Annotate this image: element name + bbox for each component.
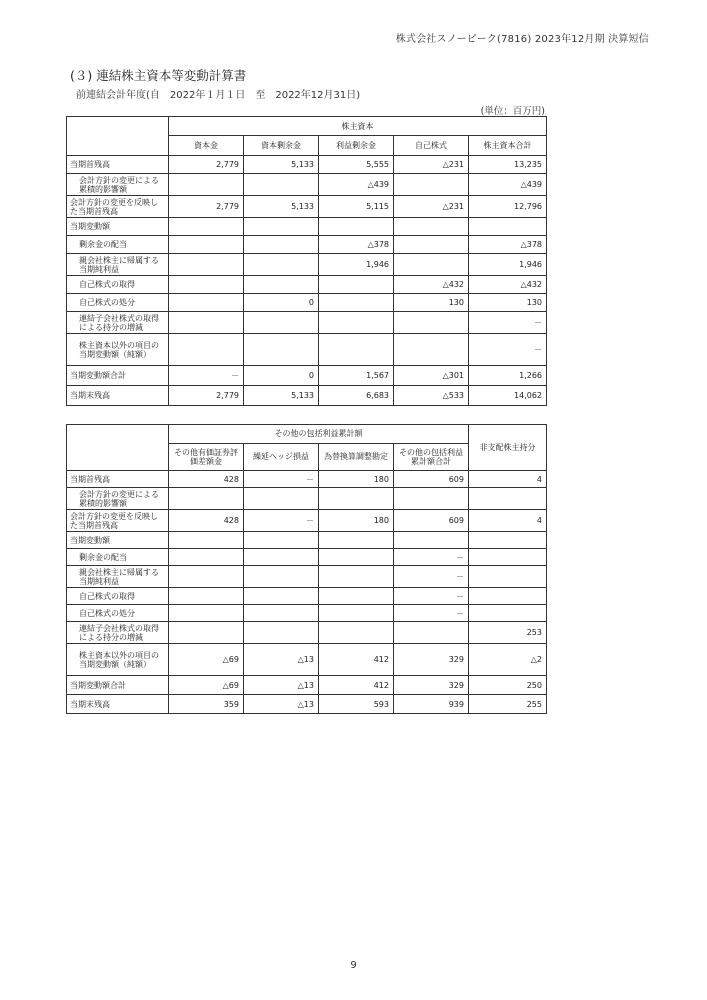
table2-value-cell xyxy=(244,566,319,588)
table1-row xyxy=(67,334,547,366)
table1-row-label: 連結子会社株式の取得による持分の増減 xyxy=(67,312,169,334)
table1-value-cell: － xyxy=(469,334,547,366)
table1-row xyxy=(67,276,547,294)
table2-row-label: 自己株式の取得 xyxy=(67,588,169,605)
table1-row-label: 自己株式の取得 xyxy=(67,276,169,294)
table1-value-cell xyxy=(244,312,319,334)
table2-value-cell: － xyxy=(394,588,469,605)
table1-value-cell xyxy=(394,236,469,254)
table2-row xyxy=(67,532,547,549)
table1-value-cell: 130 xyxy=(469,294,547,312)
table1-value-cell xyxy=(244,276,319,294)
table2-row-label: 株主資本以外の項目の当期変動額（純額） xyxy=(67,644,169,676)
table2-column-header: 繰延ヘッジ損益 xyxy=(244,443,319,470)
table1-value-cell: － xyxy=(169,366,244,386)
table1-value-cell xyxy=(394,174,469,196)
table2-row-label: 自己株式の処分 xyxy=(67,605,169,622)
table1-row xyxy=(67,294,547,312)
table1-value-cell: 12,796 xyxy=(469,196,547,218)
table1-row-label: 当期末残高 xyxy=(67,386,169,406)
table2-value-cell xyxy=(469,605,547,622)
table2-value-cell xyxy=(169,566,244,588)
table2-value-cell: △13 xyxy=(244,644,319,676)
table2-column-header: 為替換算調整勘定 xyxy=(319,443,394,470)
table1-row xyxy=(67,218,547,236)
table2-value-cell: 253 xyxy=(469,622,547,644)
table2-value-cell: 609 xyxy=(394,510,469,532)
table2-value-cell xyxy=(169,622,244,644)
table2-row xyxy=(67,622,547,644)
table2-value-cell: 939 xyxy=(394,695,469,714)
table1-value-cell: 0 xyxy=(244,294,319,312)
table1-value-cell: 2,779 xyxy=(169,196,244,218)
table2-value-cell xyxy=(169,488,244,510)
table1-value-cell: 1,266 xyxy=(469,366,547,386)
table2-value-cell: － xyxy=(394,566,469,588)
table1-value-cell xyxy=(169,276,244,294)
table2-header-group-row xyxy=(67,425,547,444)
table1-value-cell: 5,133 xyxy=(244,386,319,406)
table2-row xyxy=(67,588,547,605)
table2-row xyxy=(67,549,547,566)
table1-value-cell xyxy=(169,334,244,366)
table1-value-cell xyxy=(394,254,469,276)
table1-value-cell: △439 xyxy=(319,174,394,196)
table2-value-cell: 329 xyxy=(394,676,469,695)
table1-value-cell xyxy=(244,236,319,254)
table2-corner-cell xyxy=(67,425,169,471)
table2-value-cell xyxy=(319,605,394,622)
table1-value-cell: 130 xyxy=(394,294,469,312)
table2-value-cell xyxy=(244,488,319,510)
table2-value-cell xyxy=(319,549,394,566)
table1-value-cell: △301 xyxy=(394,366,469,386)
table1-row-label: 当期変動額 xyxy=(67,218,169,236)
table2-value-cell: △2 xyxy=(469,644,547,676)
table2-row-label: 会計方針の変更による累積的影響額 xyxy=(67,488,169,510)
table1-value-cell: 6,683 xyxy=(319,386,394,406)
table1-row xyxy=(67,386,547,406)
table1-column-header: 自己株式 xyxy=(394,136,469,156)
table2-row-label: 親会社株主に帰属する当期純利益 xyxy=(67,566,169,588)
table2-row-label: 当期変動額 xyxy=(67,532,169,549)
table2-value-cell: 412 xyxy=(319,676,394,695)
table2-value-cell: 359 xyxy=(169,695,244,714)
table2-value-cell: 593 xyxy=(319,695,394,714)
table2-row-label: 会計方針の変更を反映した当期首残高 xyxy=(67,510,169,532)
table1-value-cell xyxy=(244,218,319,236)
table1-value-cell: △378 xyxy=(469,236,547,254)
table1-value-cell: 2,779 xyxy=(169,386,244,406)
table1-value-cell xyxy=(319,218,394,236)
table2-row xyxy=(67,676,547,695)
table1-value-cell: 1,946 xyxy=(469,254,547,276)
table2-value-cell xyxy=(469,566,547,588)
table2-value-cell: 428 xyxy=(169,471,244,488)
table1-value-cell xyxy=(244,254,319,276)
table2-value-cell xyxy=(394,532,469,549)
table1-value-cell: 2,779 xyxy=(169,156,244,174)
table2-value-cell: 4 xyxy=(469,510,547,532)
table2-value-cell: △69 xyxy=(169,676,244,695)
table2-row xyxy=(67,695,547,714)
table2-value-cell xyxy=(244,532,319,549)
table1-row-label: 当期変動額合計 xyxy=(67,366,169,386)
table2-value-cell: 4 xyxy=(469,471,547,488)
table1-value-cell xyxy=(244,334,319,366)
table2-value-cell xyxy=(244,622,319,644)
table1-value-cell xyxy=(169,312,244,334)
table2-value-cell: 609 xyxy=(394,471,469,488)
table2-value-cell xyxy=(319,566,394,588)
table2-value-cell xyxy=(469,588,547,605)
table1-corner-cell xyxy=(67,117,169,156)
table1-row xyxy=(67,196,547,218)
table1-value-cell xyxy=(319,334,394,366)
table1-value-cell: 5,133 xyxy=(244,156,319,174)
table1-value-cell xyxy=(319,294,394,312)
table2-value-cell xyxy=(319,532,394,549)
table1-value-cell: 14,062 xyxy=(469,386,547,406)
table2-row-label: 当期末残高 xyxy=(67,695,169,714)
table2-row-label: 当期首残高 xyxy=(67,471,169,488)
table2-value-cell xyxy=(169,605,244,622)
table1-value-cell: 5,133 xyxy=(244,196,319,218)
table1-row xyxy=(67,174,547,196)
table2-value-cell: 428 xyxy=(169,510,244,532)
table2-row xyxy=(67,471,547,488)
table2-value-cell xyxy=(469,532,547,549)
table2-value-cell: △13 xyxy=(244,676,319,695)
table2-value-cell xyxy=(319,622,394,644)
table2-row-label: 当期変動額合計 xyxy=(67,676,169,695)
table2-column-header: 非支配株主持分 xyxy=(469,425,547,471)
table1-value-cell: 0 xyxy=(244,366,319,386)
table1-value-cell: 1,946 xyxy=(319,254,394,276)
table1-row-label: 会計方針の変更による累積的影響額 xyxy=(67,174,169,196)
table2-value-cell xyxy=(469,549,547,566)
table2-column-header: その他有価証券評価差額金 xyxy=(169,443,244,470)
table1-value-cell: △432 xyxy=(469,276,547,294)
table2-value-cell: 180 xyxy=(319,471,394,488)
table1-row-label: 剰余金の配当 xyxy=(67,236,169,254)
table1-value-cell: △533 xyxy=(394,386,469,406)
table2-value-cell xyxy=(319,488,394,510)
table2-value-cell: △69 xyxy=(169,644,244,676)
table2-row xyxy=(67,510,547,532)
table1-value-cell xyxy=(169,218,244,236)
table1-value-cell: 5,115 xyxy=(319,196,394,218)
table1-row-label: 自己株式の処分 xyxy=(67,294,169,312)
table1-column-header: 株主資本合計 xyxy=(469,136,547,156)
table2-row-label: 連結子会社株式の取得による持分の増減 xyxy=(67,622,169,644)
table2-value-cell: 255 xyxy=(469,695,547,714)
table1-value-cell xyxy=(244,174,319,196)
table1-row xyxy=(67,312,547,334)
table2-row xyxy=(67,644,547,676)
table2-value-cell xyxy=(244,588,319,605)
table2-value-cell: － xyxy=(244,471,319,488)
table2-value-cell xyxy=(244,549,319,566)
table2-value-cell: － xyxy=(394,605,469,622)
table1-value-cell xyxy=(469,218,547,236)
table2-value-cell: △13 xyxy=(244,695,319,714)
table2-value-cell xyxy=(319,588,394,605)
table1-value-cell xyxy=(319,276,394,294)
table2-row xyxy=(67,605,547,622)
table2-value-cell xyxy=(169,588,244,605)
table1-value-cell: △231 xyxy=(394,156,469,174)
table1-value-cell: △439 xyxy=(469,174,547,196)
table1-value-cell xyxy=(169,174,244,196)
table1-column-header: 利益剰余金 xyxy=(319,136,394,156)
shareholders-equity-table xyxy=(66,116,547,406)
table1-row xyxy=(67,236,547,254)
table2-row xyxy=(67,488,547,510)
table2-value-cell xyxy=(169,532,244,549)
table2-value-cell xyxy=(469,488,547,510)
table1-value-cell xyxy=(169,236,244,254)
table1-value-cell xyxy=(394,334,469,366)
table1-value-cell: △378 xyxy=(319,236,394,254)
table1-group-header: 株主資本 xyxy=(169,117,547,136)
table1-value-cell xyxy=(169,294,244,312)
table2-row xyxy=(67,566,547,588)
table1-row xyxy=(67,366,547,386)
table1-value-cell: 5,555 xyxy=(319,156,394,174)
table1-row-label: 株主資本以外の項目の当期変動額（純額） xyxy=(67,334,169,366)
table1-value-cell: 13,235 xyxy=(469,156,547,174)
table2-value-cell: － xyxy=(244,510,319,532)
table2-value-cell: 250 xyxy=(469,676,547,695)
table2-value-cell: 412 xyxy=(319,644,394,676)
table1-value-cell: △432 xyxy=(394,276,469,294)
table1-value-cell: － xyxy=(469,312,547,334)
page-number: 9 xyxy=(350,960,357,971)
other-comprehensive-income-table xyxy=(66,424,547,714)
table2-value-cell: 329 xyxy=(394,644,469,676)
table1-value-cell xyxy=(394,312,469,334)
page-header: 株式会社スノーピーク(7816) 2023年12月期 決算短信 xyxy=(395,34,649,45)
table2-value-cell xyxy=(169,549,244,566)
table1-header-group-row xyxy=(67,117,547,136)
table1-column-header: 資本金 xyxy=(169,136,244,156)
table2-row-label: 剰余金の配当 xyxy=(67,549,169,566)
table1-row-label: 当期首残高 xyxy=(67,156,169,174)
unit-label: (単位：百万円) xyxy=(480,106,545,117)
table1-row-label: 会計方針の変更を反映した当期首残高 xyxy=(67,196,169,218)
table2-value-cell xyxy=(394,622,469,644)
table1-value-cell xyxy=(169,254,244,276)
table2-group-header: その他の包括利益累計額 xyxy=(169,425,469,444)
table1-row xyxy=(67,254,547,276)
table1-value-cell: △231 xyxy=(394,196,469,218)
table1-value-cell: 1,567 xyxy=(319,366,394,386)
table1-value-cell xyxy=(394,218,469,236)
table1-column-header: 資本剰余金 xyxy=(244,136,319,156)
table2-value-cell: 180 xyxy=(319,510,394,532)
fiscal-period: 前連結会計年度(自 2022年１月１日 至 2022年12月31日) xyxy=(76,90,361,101)
table1-row xyxy=(67,156,547,174)
section-title: (３) 連結株主資本等変動計算書 xyxy=(70,68,247,83)
table2-value-cell xyxy=(394,488,469,510)
table2-column-header: その他の包括利益累計額合計 xyxy=(394,443,469,470)
table1-value-cell xyxy=(319,312,394,334)
table2-value-cell xyxy=(244,605,319,622)
table2-value-cell: － xyxy=(394,549,469,566)
table1-row-label: 親会社株主に帰属する当期純利益 xyxy=(67,254,169,276)
